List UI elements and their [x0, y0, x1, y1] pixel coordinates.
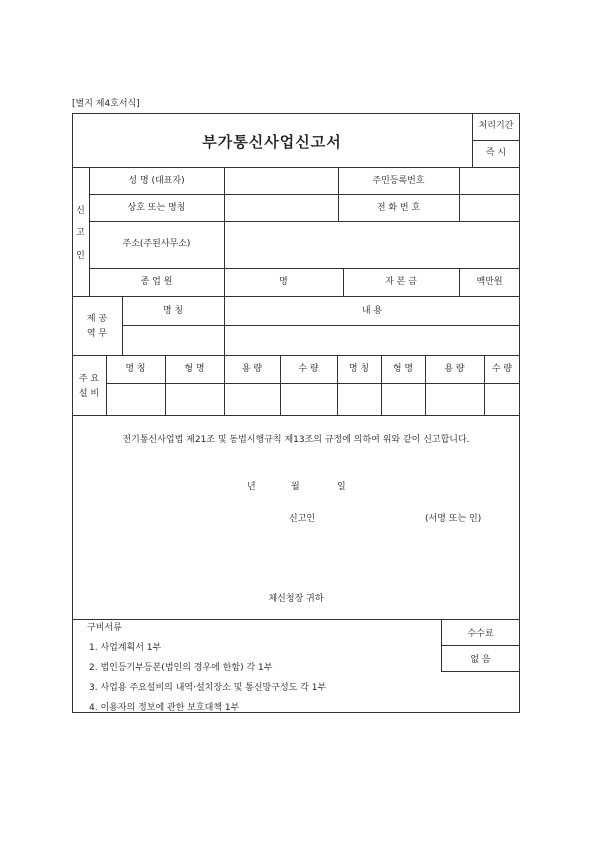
form-title: 부가통신사업신고서 — [202, 133, 342, 151]
sign-note: (서명 또는 인) — [425, 514, 482, 524]
address-label: 주소(주된사무소) — [122, 239, 191, 249]
equipment-header-name: 명 칭 — [125, 364, 146, 374]
processing-period-label: 처리기간 — [478, 121, 514, 131]
signer-label: 신고인 — [289, 514, 316, 524]
name-field[interactable] — [226, 169, 336, 193]
equipment-header-capacity-2: 용 량 — [444, 364, 465, 374]
applicant-label-2: 고 — [76, 228, 85, 238]
signer-field[interactable] — [322, 510, 420, 526]
date-day-label: 일 — [337, 482, 346, 492]
fee-value: 없 음 — [470, 655, 491, 665]
employees-label: 종 업 원 — [140, 277, 173, 287]
rrn-field[interactable] — [461, 169, 518, 193]
processing-period-value: 즉 시 — [485, 148, 507, 158]
employees-unit: 명 — [279, 277, 288, 287]
equipment-header-quantity: 수 량 — [298, 364, 319, 374]
documents-heading: 구비서류 — [87, 623, 122, 633]
address-field[interactable] — [226, 223, 518, 267]
applicant-label-3: 인 — [76, 251, 85, 261]
equipment-header-capacity: 용 량 — [241, 364, 263, 374]
fee-label: 수수료 — [467, 629, 494, 639]
service-label-1: 제 공 — [86, 314, 108, 324]
declaration-statement: 전기통신사업법 제21조 및 동법시행규칙 제13조의 규정에 의하여 위와 같이 신고합니다. — [122, 435, 470, 445]
phone-field[interactable] — [461, 196, 518, 220]
service-label-2: 역 무 — [86, 329, 108, 339]
equipment-header-model: 형 명 — [184, 364, 205, 374]
equipment-header-model-2: 형 명 — [392, 364, 414, 374]
service-name-field[interactable] — [124, 327, 222, 354]
equipment-header-quantity-2: 수 량 — [491, 364, 513, 374]
document-item: 2. 법인등기부등본(법인의 경우에 한함) 각 1부 — [89, 663, 273, 673]
capital-unit: 백만원 — [476, 277, 503, 287]
equipment-label-1: 주 요 — [78, 374, 100, 384]
rrn-label: 주민등록번호 — [372, 176, 425, 186]
applicant-label-1: 신 — [76, 206, 85, 216]
service-name-label: 명 칭 — [162, 306, 184, 316]
document-item: 3. 사업용 주요설비의 내역·설치장소 및 통신망구성도 각 1부 — [89, 683, 327, 693]
name-label: 성 명 (대표자) — [128, 176, 185, 186]
document-item: 4. 이용자의 정보에 관한 보호대책 1부 — [89, 703, 240, 713]
date-year-label: 년 — [247, 482, 256, 492]
service-content-field[interactable] — [226, 327, 518, 354]
service-content-label: 내 용 — [361, 306, 383, 316]
company-label: 상호 또는 명칭 — [127, 203, 186, 213]
company-field[interactable] — [226, 196, 336, 220]
date-month-label: 월 — [291, 482, 300, 492]
addressee: 체신청장 귀하 — [268, 594, 324, 604]
equipment-header-name-2: 명 칭 — [348, 364, 370, 374]
document-item: 1. 사업계획서 1부 — [89, 643, 162, 653]
equipment-label-2: 설 비 — [78, 389, 100, 399]
capital-label: 자 본 금 — [385, 277, 417, 287]
form-reference: [별지 제4호서식] — [72, 99, 140, 109]
phone-label: 전 화 번 호 — [376, 203, 421, 213]
